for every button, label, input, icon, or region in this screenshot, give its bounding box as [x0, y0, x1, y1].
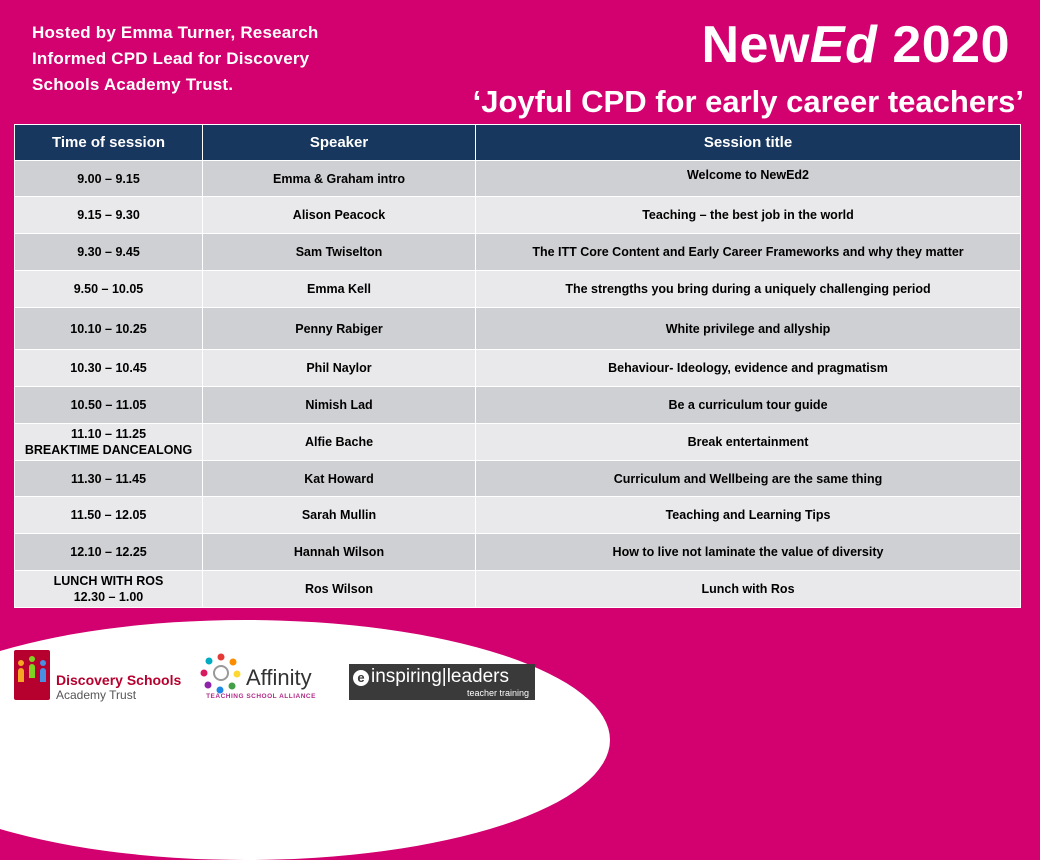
cell-speaker: Nimish Lad — [203, 387, 476, 424]
discovery-name: Discovery Schools — [56, 672, 182, 688]
header-session-title: Session title — [476, 125, 1021, 161]
time-line: 11.50 – 12.05 — [70, 508, 147, 522]
cell-time — [15, 350, 203, 387]
affinity-figures-icon — [200, 652, 242, 694]
time-line: 11.30 – 11.45 — [70, 471, 147, 486]
cell-speaker: Sam Twiselton — [203, 234, 476, 271]
cell-time — [15, 234, 203, 271]
discovery-people-icon — [14, 650, 50, 700]
time-line: 12.30 – 1.00 — [73, 590, 144, 604]
cell-time — [15, 534, 203, 571]
host-line: Informed CPD Lead for Discovery — [32, 49, 310, 68]
time-line: 10.50 – 11.05 — [70, 398, 147, 412]
table-row — [15, 308, 1021, 350]
cell-session-title: Be a curriculum tour guide — [476, 387, 1021, 424]
cell-speaker: Penny Rabiger — [203, 308, 476, 350]
brand-italic: Ed — [809, 16, 878, 74]
time-line: 11.10 – 11.25 — [70, 427, 147, 441]
header-speaker: Speaker — [203, 125, 476, 161]
table-row — [15, 350, 1021, 387]
cell-session-title: Teaching and Learning Tips — [476, 497, 1021, 534]
time-line: 9.30 – 9.45 — [77, 245, 140, 259]
cell-time — [15, 461, 203, 497]
discovery-sub: Academy Trust — [56, 688, 137, 702]
inspiring-sub: teacher training — [466, 688, 529, 698]
cell-time — [15, 308, 203, 350]
time-line: 12.10 – 12.25 — [70, 545, 147, 559]
time-line: 9.15 – 9.30 — [77, 208, 140, 222]
cell-speaker: Sarah Mullin — [203, 497, 476, 534]
host-info — [32, 20, 362, 98]
table-header-row — [15, 125, 1021, 161]
inspiring-leaders-logo — [349, 664, 535, 700]
table-row — [15, 387, 1021, 424]
cell-time — [15, 197, 203, 234]
brand-prefix: New — [701, 16, 810, 74]
cell-session-title: The strengths you bring during a uniquely challenging period — [476, 271, 1021, 308]
brand-year: 2020 — [892, 16, 1010, 74]
cell-speaker: Kat Howard — [203, 461, 476, 497]
brand-title — [701, 14, 1010, 76]
cell-session-title: Break entertainment — [476, 424, 1021, 461]
table-row — [15, 197, 1021, 234]
table-row — [15, 461, 1021, 497]
host-line: Schools Academy Trust. — [32, 75, 234, 94]
time-line: LUNCH WITH ROS — [53, 574, 164, 588]
cell-time — [15, 424, 203, 461]
table-row — [15, 424, 1021, 461]
session-schedule-table — [14, 124, 1021, 608]
cell-session-title: Welcome to NewEd2 — [476, 161, 1021, 197]
host-line: Hosted by Emma Turner, Research — [32, 23, 319, 42]
time-line: 10.10 – 10.25 — [70, 321, 147, 336]
table-row — [15, 571, 1021, 608]
cell-time — [15, 271, 203, 308]
cell-speaker: Alfie Bache — [203, 424, 476, 461]
discovery-schools-logo — [14, 650, 190, 702]
table-row — [15, 497, 1021, 534]
cell-time — [15, 161, 203, 197]
cell-time — [15, 497, 203, 534]
time-line: 10.30 – 10.45 — [70, 361, 147, 375]
cell-speaker: Ros Wilson — [203, 571, 476, 608]
cell-session-title: White privilege and allyship — [476, 308, 1021, 350]
table-row — [15, 534, 1021, 571]
cell-speaker: Alison Peacock — [203, 197, 476, 234]
time-line: 9.00 – 9.15 — [77, 171, 140, 186]
table-row — [15, 271, 1021, 308]
time-line: 9.50 – 10.05 — [73, 282, 144, 296]
cell-session-title: Behaviour- Ideology, evidence and pragmatism — [476, 350, 1021, 387]
inspiring-name: inspiring|leaders — [371, 666, 510, 687]
table-row — [15, 234, 1021, 271]
time-line: BREAKTIME DANCEALONG — [24, 443, 193, 457]
cell-time — [15, 571, 203, 608]
cell-session-title: How to live not laminate the value of diversity — [476, 534, 1021, 571]
cell-session-title: Lunch with Ros — [476, 571, 1021, 608]
event-subtitle: ‘Joyful CPD for early career teachers’ — [472, 84, 1024, 119]
cell-speaker: Emma Kell — [203, 271, 476, 308]
table-row — [15, 161, 1021, 197]
cell-session-title: Curriculum and Wellbeing are the same thing — [476, 461, 1021, 497]
cell-session-title: The ITT Core Content and Early Career Frameworks and why they matter — [476, 234, 1021, 271]
cell-time — [15, 387, 203, 424]
affinity-name: Affinity — [246, 665, 312, 690]
affinity-sub: TEACHING SCHOOL ALLIANCE — [206, 693, 316, 700]
cell-session-title: Teaching – the best job in the world — [476, 197, 1021, 234]
cell-speaker: Hannah Wilson — [203, 534, 476, 571]
affinity-logo — [196, 648, 326, 706]
inspiring-e-icon: e — [353, 670, 369, 686]
cell-speaker: Phil Naylor — [203, 350, 476, 387]
header-time: Time of session — [15, 125, 203, 161]
cell-speaker: Emma & Graham intro — [203, 161, 476, 197]
